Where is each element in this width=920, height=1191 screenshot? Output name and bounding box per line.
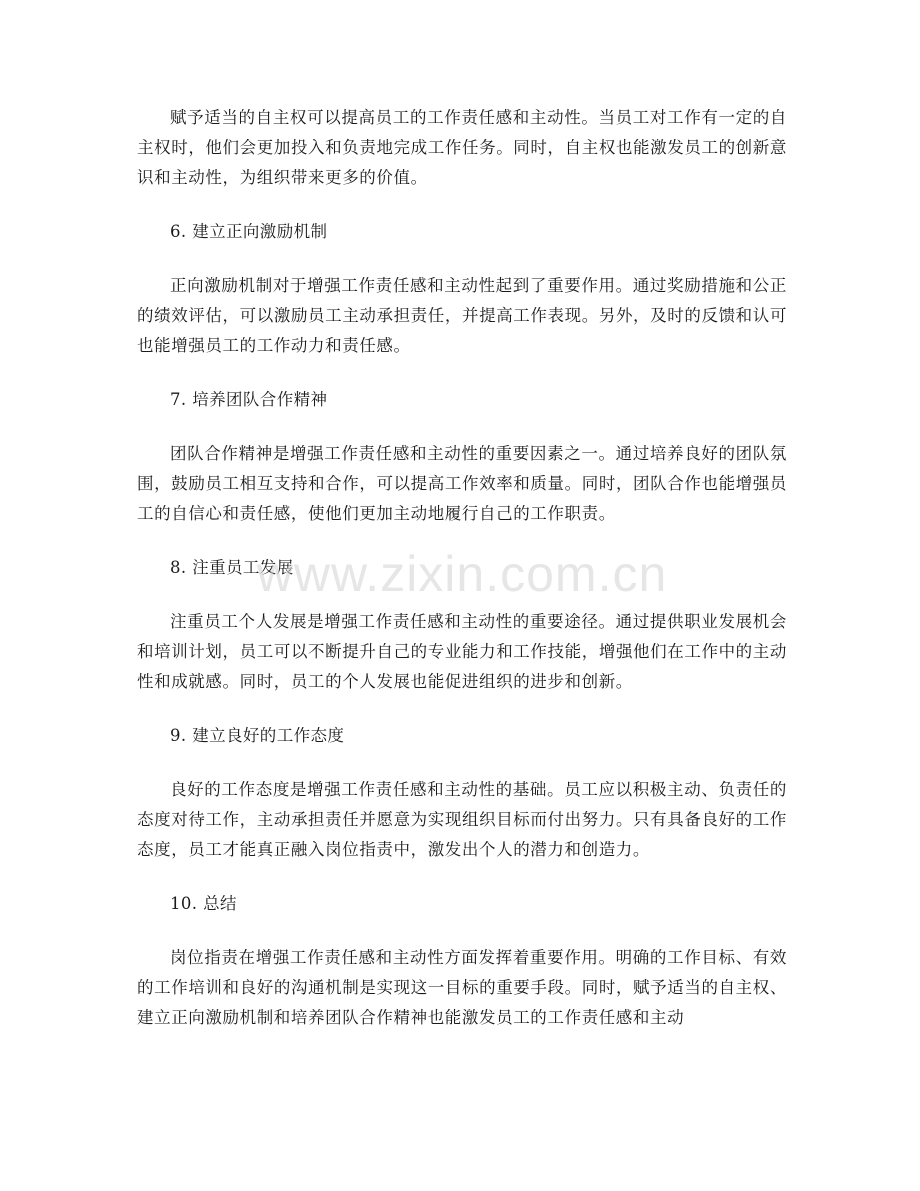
section-heading-7: 7. 培养团队合作精神 [170, 390, 328, 409]
paragraph-autonomy: 赋予适当的自主权可以提高员工的工作责任感和主动性。当员工对工作有一定的自主权时，他们会更加投入和负责地完成工作任务。同时，自主权也能激发员工的创新意识和主动性，为组织带来更多的价值。 [137, 108, 787, 187]
paragraph-development: 注重员工个人发展是增强工作责任感和主动性的重要途径。通过提供职业发展机会和培训计划，员工可以不断提升自己的专业能力和工作技能，增强他们在工作中的主动性和成就感。同时，员工的个人发展也能促进组织的进步和创新。 [137, 612, 787, 691]
section-heading-8: 8. 注重员工发展 [170, 558, 294, 577]
paragraph-summary: 岗位指责在增强工作责任感和主动性方面发挥着重要作用。明确的工作目标、有效的工作培训和良好的沟通机制是实现这一目标的重要手段。同时，赋予适当的自主权、建立正向激励机制和培养团队合作精神也能激发员工的工作责任感和主动 [137, 948, 787, 1027]
paragraph-attitude: 良好的工作态度是增强工作责任感和主动性的基础。员工应以积极主动、负责任的态度对待工作，主动承担责任并愿意为实现组织目标而付出努力。只有具备良好的工作态度，员工才能真正融入岗位指责中，激发出个人的潜力和创造力。 [137, 780, 787, 859]
section-heading-10: 10. 总结 [170, 894, 237, 913]
paragraph-teamwork: 团队合作精神是增强工作责任感和主动性的重要因素之一。通过培养良好的团队氛围，鼓励员工相互支持和合作，可以提高工作效率和质量。同时，团队合作也能增强员工的自信心和责任感，使他们更加主动地履行自己的工作职责。 [137, 444, 787, 523]
document-body [137, 103, 787, 1057]
watermark: www.zixin.com.cn [256, 546, 668, 602]
paragraph-incentive: 正向激励机制对于增强工作责任感和主动性起到了重要作用。通过奖励措施和公正的绩效评估，可以激励员工主动承担责任，并提高工作表现。另外，及时的反馈和认可也能增强员工的工作动力和责任感。 [137, 276, 787, 355]
section-heading-9: 9. 建立良好的工作态度 [170, 726, 345, 745]
section-heading-6: 6. 建立正向激励机制 [170, 222, 328, 241]
